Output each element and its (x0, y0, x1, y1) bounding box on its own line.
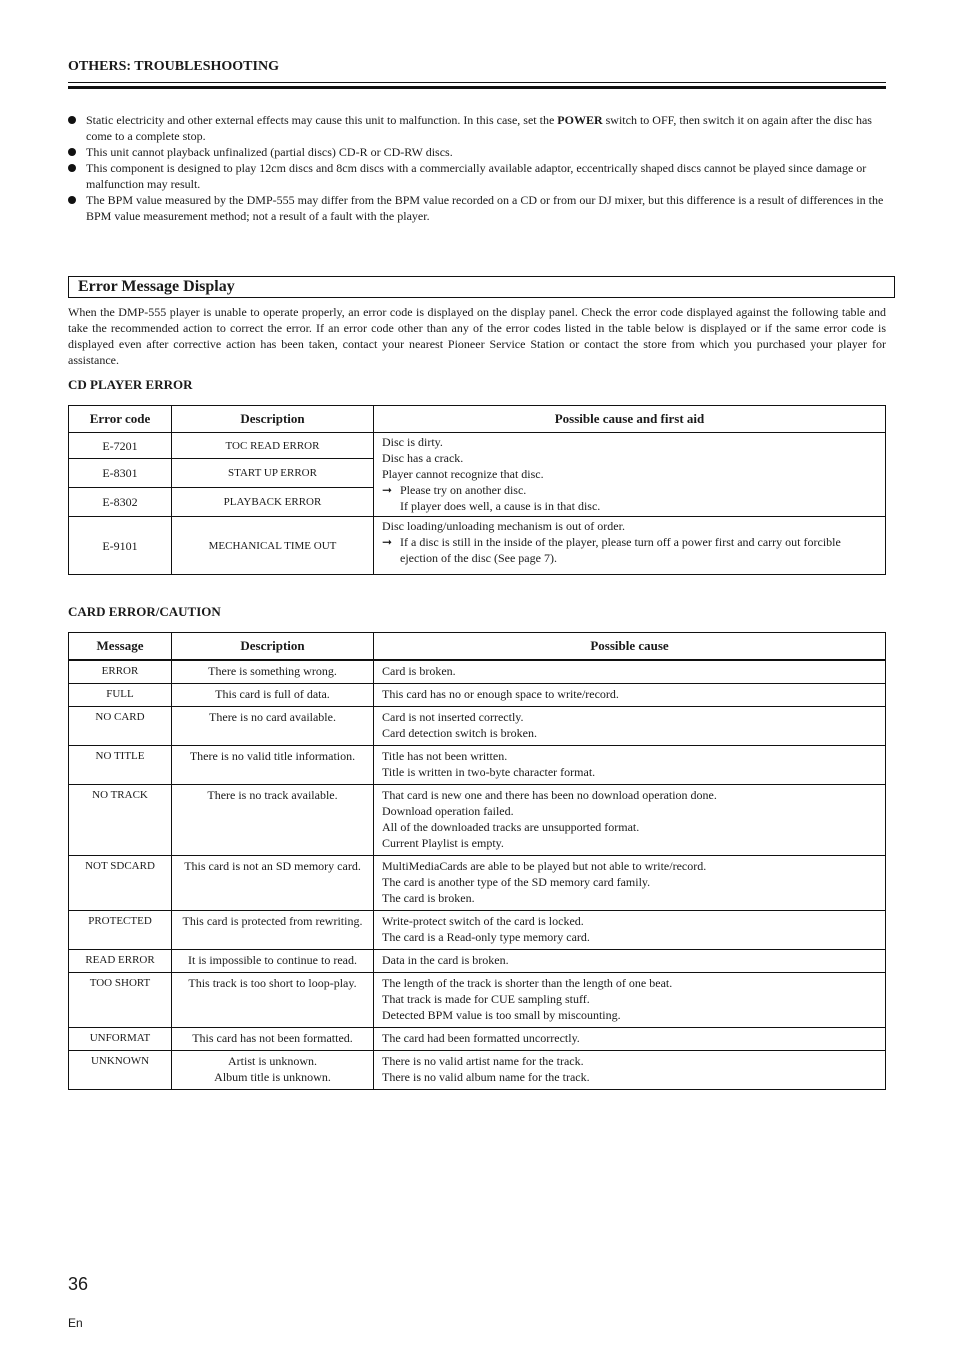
card-cause: Write-protect switch of the card is locked. The card is a Read-only type memory card. (374, 911, 886, 950)
card-description: There is something wrong. (172, 660, 374, 684)
col-header-cause: Possible cause and first aid (374, 406, 886, 433)
table-row (69, 973, 886, 1028)
bullet-item: Static electricity and other external effects may cause this unit to malfunction. In this case, set the POWER switch to OFF, then switch it on again after the disc has come to a complete stop. (68, 112, 886, 144)
page-header: OTHERS: TROUBLESHOOTING (68, 59, 279, 74)
card-cause: The length of the track is shorter than the length of one beat. That track is made for CUE sampling stuff. Detected BPM value is too small by miscounting. (374, 973, 886, 1028)
cd-error-table (68, 405, 886, 575)
card-cause: The card had been formatted uncorrectly. (374, 1028, 886, 1051)
card-description: This card has not been formatted. (172, 1028, 374, 1051)
error-code: E-8302 (69, 488, 172, 517)
col-header-description: Description (172, 406, 374, 433)
card-cause: Card is not inserted correctly. Card detection switch is broken. (374, 707, 886, 746)
card-cause: Card is broken. (374, 660, 886, 684)
col-header-description: Description (172, 633, 374, 661)
error-cause: Disc is dirty. Disc has a crack. Player cannot recognize that disc. ➞ Please try on another disc. If player does well, a cause is in that disc. (374, 433, 886, 517)
error-description: TOC READ ERROR (172, 433, 374, 459)
header-rule-thick (68, 86, 886, 89)
card-description: It is impossible to continue to read. (172, 950, 374, 973)
table-row (69, 1051, 886, 1090)
bullet-item: This component is designed to play 12cm discs and 8cm discs with a commercially available adaptor, eccentrically shaped discs cannot be played since damage or malfunction may result. (68, 160, 886, 192)
card-message: PROTECTED (69, 911, 172, 950)
card-description: There is no track available. (172, 785, 374, 856)
troubleshooting-bullets (68, 112, 886, 224)
error-description: PLAYBACK ERROR (172, 488, 374, 517)
error-cause: Disc loading/unloading mechanism is out of order. ➞ If a disc is still in the inside of the player, please turn off a power first and carry out forcible ejection of the disc (See page 7). (374, 517, 886, 575)
card-message: TOO SHORT (69, 973, 172, 1028)
bullet-item: This unit cannot playback unfinalized (partial discs) CD-R or CD-RW discs. (68, 144, 886, 160)
card-message: UNFORMAT (69, 1028, 172, 1051)
table-row (69, 660, 886, 684)
section-title: Error Message Display (68, 276, 895, 298)
card-cause: Data in the card is broken. (374, 950, 886, 973)
col-header-message: Message (69, 633, 172, 661)
page-number: 36 (68, 1274, 89, 1294)
table-row (69, 911, 886, 950)
bullet-item: The BPM value measured by the DMP-555 may differ from the BPM value recorded on a CD or from our DJ mixer, but this difference is a result of differences in the BPM value measurement method; not a result of a fault with the player. (68, 192, 886, 224)
card-message: READ ERROR (69, 950, 172, 973)
card-message: UNKNOWN (69, 1051, 172, 1090)
section-intro: When the DMP-555 player is unable to operate properly, an error code is displayed on the display panel. Check the error code displayed against the following table and take the recommended action to correct the error. If an error code other than any of the error codes listed in the table below is displayed or if the same error code is displayed even after corrective action has been taken, contact your nearest Pioneer Service Station or contact the store from which you purchased your player for assistance. (68, 305, 886, 367)
table-row (69, 707, 886, 746)
col-header-code: Error code (69, 406, 172, 433)
card-description: This track is too short to loop-play. (172, 973, 374, 1028)
table-row (69, 785, 886, 856)
card-message: NO CARD (69, 707, 172, 746)
card-cause: MultiMediaCards are able to be played but not able to write/record. The card is another type of the SD memory card family. The card is broken. (374, 856, 886, 911)
card-description: Artist is unknown. Album title is unknown. (172, 1051, 374, 1090)
header-rule-thin (68, 82, 886, 83)
col-header-cause: Possible cause (374, 633, 886, 661)
card-cause: Title has not been written. Title is written in two-byte character format. (374, 746, 886, 785)
card-message: NO TITLE (69, 746, 172, 785)
error-description: START UP ERROR (172, 459, 374, 488)
table-row (69, 746, 886, 785)
card-description: There is no valid title information. (172, 746, 374, 785)
card-description: This card is protected from rewriting. (172, 911, 374, 950)
table-row (69, 950, 886, 973)
error-code: E-9101 (69, 517, 172, 575)
arrow-right-icon: ➞ (382, 483, 393, 497)
card-message: NOT SDCARD (69, 856, 172, 911)
table-row (69, 433, 886, 459)
card-error-table (68, 632, 886, 1090)
card-description: This card is full of data. (172, 684, 374, 707)
card-message: NO TRACK (69, 785, 172, 856)
table-row (69, 1028, 886, 1051)
language-code: En (68, 1316, 83, 1330)
error-code: E-8301 (69, 459, 172, 488)
cd-table-heading: CD PLAYER ERROR (68, 377, 193, 392)
arrow-right-icon: ➞ (382, 535, 393, 549)
table-row (69, 684, 886, 707)
card-message: FULL (69, 684, 172, 707)
table-header-row (69, 633, 886, 661)
card-cause: This card has no or enough space to write/record. (374, 684, 886, 707)
card-message: ERROR (69, 660, 172, 684)
error-description: MECHANICAL TIME OUT (172, 517, 374, 575)
card-description: This card is not an SD memory card. (172, 856, 374, 911)
error-code: E-7201 (69, 433, 172, 459)
card-cause: That card is new one and there has been no download operation done. Download operation failed. All of the downloaded tracks are unsupported format. Current Playlist is empty. (374, 785, 886, 856)
card-description: There is no card available. (172, 707, 374, 746)
card-table-heading: CARD ERROR/CAUTION (68, 604, 221, 619)
table-row (69, 856, 886, 911)
table-row (69, 517, 886, 575)
card-cause: There is no valid artist name for the track. There is no valid album name for the track. (374, 1051, 886, 1090)
table-header-row (69, 406, 886, 433)
